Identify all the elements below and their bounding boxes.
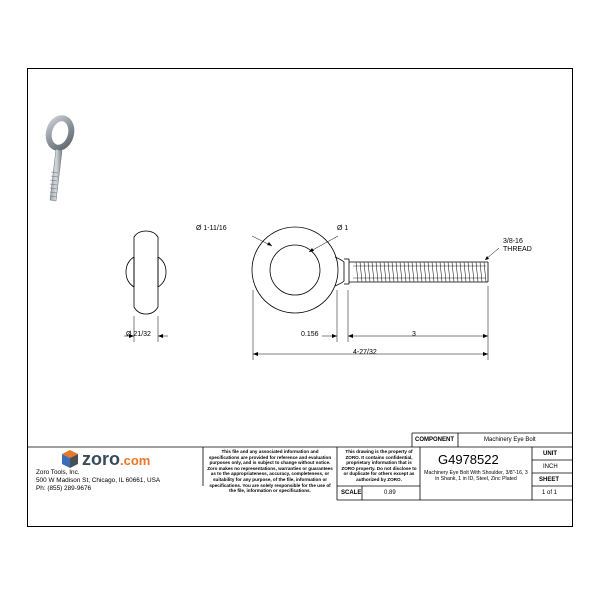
property-notice: This drawing is the property of ZORO. It contains confidential, proprietary information that is ZORO property. Do not disclose to or duplicate for others except as authorized by ZORO.: [341, 449, 417, 482]
dim-overall: 4-27/32: [353, 349, 377, 356]
scale-label: SCALE: [341, 490, 362, 496]
zoro-logo-icon: [62, 450, 78, 468]
company-logo: zoro.com: [82, 449, 151, 469]
sheet-label: SHEET: [539, 477, 560, 483]
dim-shoulder: 0.156: [301, 331, 319, 338]
dim-shank: 3: [412, 331, 416, 338]
disclaimer-notice: This file and any associated information and specifications are provided for reference and evaluation purposes only, and is subject to change without notice. Zoro makes no representations, warranties or guarantees as to the appropriateness, accuracy, completeness, or suitability for any purpose, of the file, information or specifications. You are solely responsible for the use of the file, information or specifications.: [207, 449, 333, 494]
sheet-value: 1 of 1: [542, 490, 558, 496]
thread-hatching: [356, 262, 486, 282]
unit-value: INCH: [543, 464, 558, 470]
component-value: Machinery Eye Bolt: [484, 437, 536, 443]
unit-label: UNIT: [543, 451, 557, 457]
company-address: 500 W Madison St, Chicago, IL 60661, USA: [36, 477, 161, 484]
scale-value: 0.89: [384, 490, 396, 496]
part-number: G4978522: [438, 452, 499, 467]
company-phone: Ph: (855) 289-9676: [36, 485, 92, 492]
component-label: COMPONENT: [415, 437, 454, 443]
dimension-leaders: [252, 236, 499, 260]
dim-inner-diameter: Ø 1: [337, 225, 349, 232]
dim-outer-diameter: Ø 1-11/16: [196, 225, 227, 232]
part-description: Machinery Eye Bolt With Shoulder, 3/8"-16, 3 in Shank, 1 in ID, Steel, Zinc Plated: [424, 470, 528, 483]
isometric-thumbnail: [45, 116, 74, 201]
side-view: [124, 231, 168, 342]
thread-label: THREAD: [503, 246, 532, 253]
company-name: Zoro Tools, Inc.: [36, 469, 80, 476]
thread-size-label: 3/8-16: [503, 238, 523, 245]
dim-shoulder-width: Ø 21/32: [126, 331, 151, 338]
